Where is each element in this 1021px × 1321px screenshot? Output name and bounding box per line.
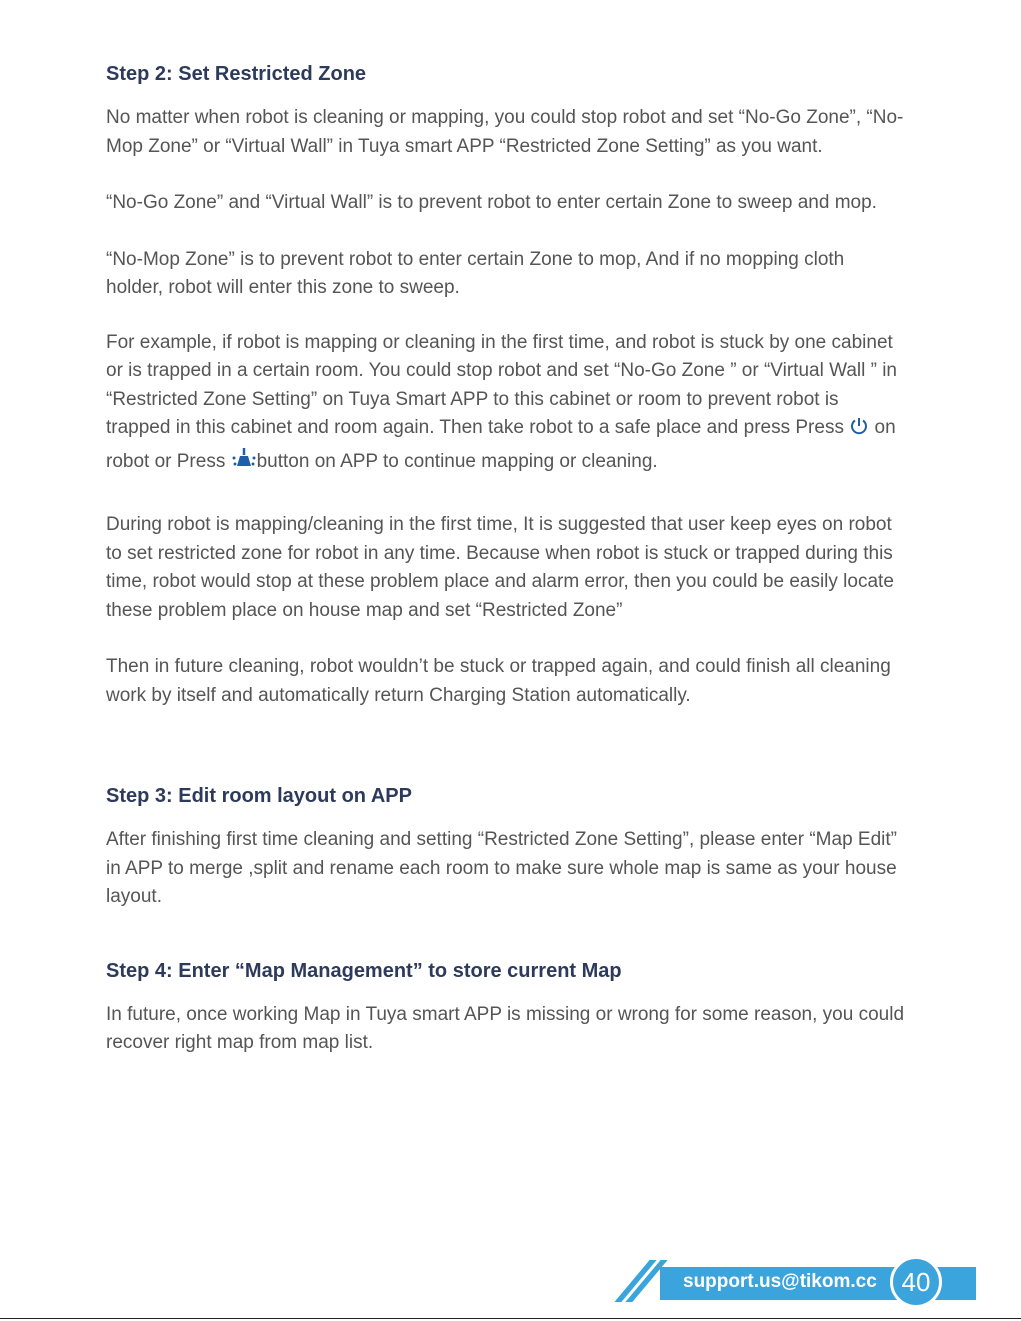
step3-heading: Step 3: Edit room layout on APP [106,785,412,807]
step2-heading: Step 2: Set Restricted Zone [106,63,367,85]
step2-paragraph-3: “No-Mop Zone” is to prevent robot to enter certain Zone to mop, And if no mopping cloth holder, robot will enter this zone to sweep. [106,248,845,298]
footer [0,1250,1021,1321]
bottom-rule [0,1318,1021,1319]
step2-paragraph-6: Then in future cleaning, robot wouldn’t be stuck or trapped again, and could finish all cleaning work by itself and automatically return Charging Station automatically. [106,656,891,706]
page-number: 40 [890,1256,942,1308]
step2-paragraph-5: During robot is mapping/cleaning in the first time, It is suggested that user keep eyes on robot to set restricted zone for robot in any time. Because when robot is stuck or trapped during this time, robot would stop at these problem place and alarm error, then you could be easily locate these problem place on house map and set “Restricted Zone” [106,514,894,621]
step2-paragraph-1: No matter when robot is cleaning or mapping, you could stop robot and set “No-Go Zone”, “No-Mop Zone” or “Virtual Wall” in Tuya smart APP “Restricted Zone Setting” as you want. [106,107,904,157]
sweep-icon [231,446,257,480]
step2-paragraph-4-b: on robot or Press [106,417,896,472]
step2-paragraph-2: “No-Go Zone” and “Virtual Wall” is to prevent robot to enter certain Zone to sweep and mop. [106,192,877,213]
step2-paragraph-4-a: For example, if robot is mapping or cleaning in the first time, and robot is stuck by one cabinet or is trapped in a certain room. You could stop robot and set “No-Go Zone ” or “Virtual Wall ” in “Restricted Zone Setting” on Tuya Smart APP to this cabinet or room to prevent robot is trapped in this cabinet and room again. Then take robot to a safe place and press Press [106,331,897,438]
step4-paragraph-1: In future, once working Map in Tuya smart APP is missing or wrong for some reason, you could recover right map from map list. [106,1003,905,1053]
step2-paragraph-4 [106,329,906,480]
support-email: support.us@tikom.cc [683,1271,877,1292]
step4-heading: Step 4: Enter “Map Management” to store current Map [106,959,622,982]
step2-paragraph-4-c: button on APP to continue mapping or cleaning. [256,450,658,472]
step3-paragraph-1: After finishing first time cleaning and setting “Restricted Zone Setting”, please enter “Map Edit” in APP to merge ,split and rename each room to make sure whole map is same as your house layout. [106,829,897,907]
page-content [106,60,906,1058]
power-icon [849,416,869,446]
